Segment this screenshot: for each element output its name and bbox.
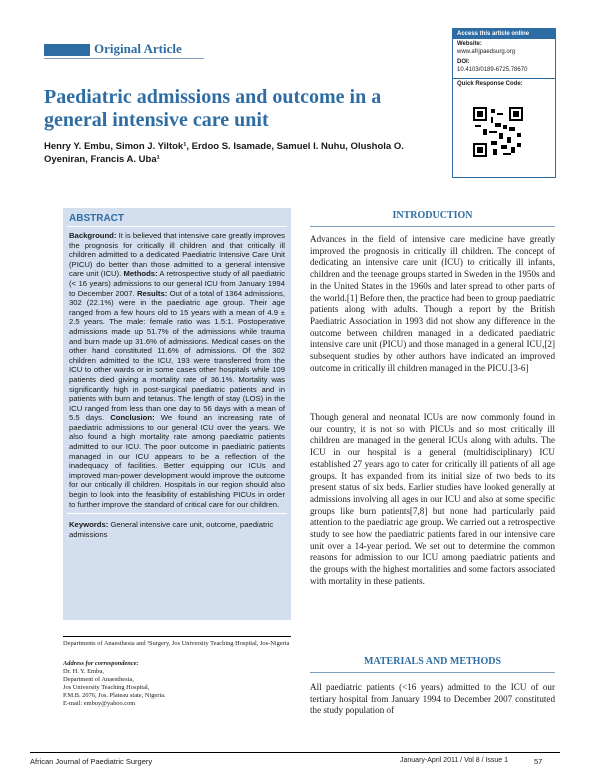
correspondence-email[interactable]: E-mail: embuy@yahoo.com bbox=[63, 700, 136, 707]
affiliation-rule bbox=[63, 636, 291, 637]
abstract-heading: ABSTRACT bbox=[69, 213, 124, 224]
results-label: Results: bbox=[136, 288, 168, 298]
qr-code-icon[interactable] bbox=[473, 107, 523, 157]
access-website bbox=[453, 39, 555, 57]
methods-heading: MATERIALS AND METHODS bbox=[363, 656, 502, 667]
doi-label: DOI: bbox=[457, 59, 470, 65]
conclusion-label: Conclusion: bbox=[110, 413, 155, 423]
conclusion-text: We found an increasing rate of paediatric admissions to our general ICU over the years. We also found a high mortality rate among paediatric patients admitted to our ICU. The poor outcome in paediatric patients managed in our ICU appears to be a reflection of the inadequacy of facilities. Better equipping our ICUs and improved man-power development would improve the outcome for our critically ill children. Hospitals in our region should also begin to look into the feasibility of establishing PICUs in order to further improve the standard of critical care for our children. bbox=[69, 413, 285, 509]
correspondence bbox=[63, 660, 291, 708]
keywords bbox=[63, 514, 291, 545]
background-text: It is believed that intensive care greatly improves the prognosis for critically ill children and that critically ill children admitted to a dedicated Paediatric Intensive Care Unit (PICU) do better than those admitted to a general intensive care unit (ICU). bbox=[69, 231, 285, 279]
correspondence-line: Jos University Teaching Hospital, bbox=[63, 684, 150, 691]
introduction-paragraph-1: Advances in the field of intensive care medicine have greatly improved the prognosis in critically ill children. The concept of dedicating an intensive care unit (ICU) to critically ill infants, children and the teenage groups started in Sweden in the 1950s and in the United States in the 1960s and later spread to other parts of the world.[1] Before then, the practice had been to group paediatric patients along with adults. Though a report by the British Paediatric Association in 1993 did not show any difference in the outcome between children managed in a dedicated paediatric intensive care unit (PICU) and those managed in a general ICU,[2] subsequent studies by other authors have indicated an improved outcome in critically ill children managed in the PICU.[3-6] bbox=[310, 234, 555, 373]
section-label: Original Article bbox=[94, 41, 182, 56]
introduction-paragraph-2: Though general and neonatal ICUs are now commonly found in our country, it is not so with PICUs and so most critically ill children are managed in the general ICUs along with adults. The ICU in our hospital is a general (multidisciplinary) ICU established 27 years ago to cater for critically ill patients of all age groups. It has expanded from its initial size of two beds to its present status of six beds. Earlier studies have looked generally at admissions involving all ages in our ICU and also at some specific groups like burn patients[7,8] but none had particularly paid attention to the paediatric age group. We carried out a retrospective study to see how the paediatric patients fared in our intensive care unit over a 14-year period. We set out to determine the common reasons for admission to our ICU among paediatric patients and the groups with the highest mortalities and some factors associated with mortality in these patients. bbox=[310, 412, 555, 586]
affiliation: Departments of Anaesthesia and ¹Surgery, Jos University Teaching Hospital, Jos-Nigeria bbox=[63, 640, 290, 647]
results-text: Out of a total of 1364 admissions, 302 (22.1%) were in the paediatric age group. Their age ranged from a few hours old to 15 years with a mean of 4.9 ± 2.5 years. The male: female ratio was 1.5:1. Postoperative admissions made up 51.7% of the admissions while trauma and burn made up 31.6% of admissions. Medical cases on the other hand constituted 11.6% of admissions. Of the 302 children admitted to the ICU, 193 were transferred from the ICU to other wards or in some cases other hospitals while 109 patients died giving a mortality rate of 36.1%. Mortality was significantly high in post-surgical paediatric patients and in patients with burn and tetanus. The length of stay (LOS) in the ICU ranged from less than one day to 56 days with a mean of 5.5 days. bbox=[69, 288, 285, 423]
introduction-heading: INTRODUCTION bbox=[392, 210, 473, 221]
journal-name: African Journal of Paediatric Surgery bbox=[30, 757, 153, 766]
access-doi bbox=[453, 57, 555, 75]
correspondence-label: Address for correspondence: bbox=[63, 660, 139, 667]
access-header: Access this article online bbox=[453, 29, 555, 39]
methods-paragraph-1: All paediatric patients (<16 years) admitted to the ICU of our tertiary hospital from January 1994 to December 2007 constituted the study population of bbox=[310, 682, 555, 716]
page-number: 57 bbox=[534, 757, 543, 766]
issue-info: January-April 2011 / Vol 8 / Issue 1 bbox=[400, 757, 509, 764]
section-accent-bar bbox=[44, 44, 90, 56]
keywords-text: General intensive care unit, outcome, paediatric admissions bbox=[69, 520, 274, 539]
doi-value[interactable]: 10.4103/0189-6725.78670 bbox=[457, 67, 528, 73]
introduction-rule bbox=[310, 226, 555, 227]
website-link[interactable]: www.afrjpaedsurg.org bbox=[457, 49, 516, 55]
section-rule bbox=[44, 58, 204, 59]
article-title: Paediatric admissions and outcome in a general intensive care unit bbox=[44, 86, 382, 131]
qr-label: Quick Response Code: bbox=[457, 81, 523, 87]
access-box bbox=[452, 28, 556, 178]
background-label: Background: bbox=[69, 231, 117, 240]
correspondence-line: Dr. H. Y. Embu, bbox=[63, 668, 105, 675]
methods-label: Methods: bbox=[123, 269, 158, 279]
methods-text: A retrospective study of all paediatric (< 16 years) admissions to our general ICU from January 1994 to December 2007. bbox=[69, 269, 285, 298]
abstract-text bbox=[63, 227, 291, 513]
keywords-label: Keywords: bbox=[69, 520, 109, 530]
methods-rule bbox=[310, 672, 555, 673]
author-list: Henry Y. Embu, Simon J. Yiltok¹, Erdoo S. Isamade, Samuel I. Nuhu, Olushola O. Oyeniran, Francis A. Uba¹ bbox=[44, 141, 404, 165]
footer-rule bbox=[30, 752, 560, 753]
correspondence-line: Department of Anaesthesia, bbox=[63, 676, 134, 683]
abstract-box bbox=[63, 208, 291, 620]
website-label: Website: bbox=[457, 41, 482, 47]
correspondence-line: P.M.B. 2076, Jos. Plateau state, Nigeria. bbox=[63, 692, 166, 699]
